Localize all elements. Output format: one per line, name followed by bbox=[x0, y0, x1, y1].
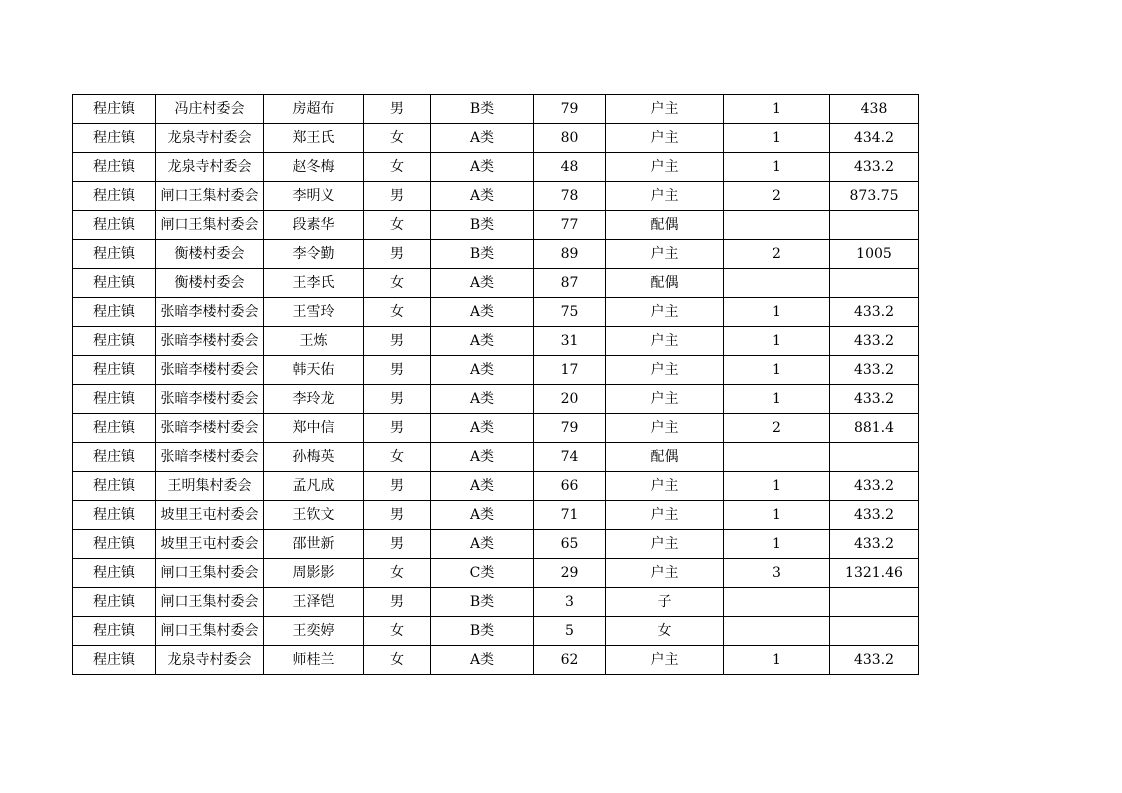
name-cell: 李玲龙 bbox=[264, 385, 364, 414]
category-cell: A类 bbox=[431, 501, 534, 530]
name-cell: 王李氏 bbox=[264, 269, 364, 298]
gender-cell: 女 bbox=[364, 124, 431, 153]
name-cell: 孙梅英 bbox=[264, 443, 364, 472]
gender-cell: 女 bbox=[364, 646, 431, 675]
town-cell: 程庄镇 bbox=[73, 646, 156, 675]
relation-cell: 户主 bbox=[606, 182, 724, 211]
table-row bbox=[73, 95, 919, 124]
relation-cell: 户主 bbox=[606, 153, 724, 182]
age-cell: 89 bbox=[534, 240, 606, 269]
amount-cell: 433.2 bbox=[830, 530, 919, 559]
age-cell: 75 bbox=[534, 298, 606, 327]
gender-cell: 男 bbox=[364, 356, 431, 385]
amount-cell: 1321.46 bbox=[830, 559, 919, 588]
amount-cell: 433.2 bbox=[830, 646, 919, 675]
table-row bbox=[73, 211, 919, 240]
table-row bbox=[73, 530, 919, 559]
town-cell: 程庄镇 bbox=[73, 501, 156, 530]
relation-cell: 户主 bbox=[606, 356, 724, 385]
village-cell: 龙泉寺村委会 bbox=[156, 124, 264, 153]
town-cell: 程庄镇 bbox=[73, 472, 156, 501]
category-cell: C类 bbox=[431, 559, 534, 588]
age-cell: 29 bbox=[534, 559, 606, 588]
amount-cell: 873.75 bbox=[830, 182, 919, 211]
town-cell: 程庄镇 bbox=[73, 240, 156, 269]
gender-cell: 男 bbox=[364, 501, 431, 530]
household-count-cell: 1 bbox=[724, 356, 830, 385]
gender-cell: 女 bbox=[364, 559, 431, 588]
name-cell: 李明义 bbox=[264, 182, 364, 211]
town-cell: 程庄镇 bbox=[73, 153, 156, 182]
household-count-cell bbox=[724, 443, 830, 472]
town-cell: 程庄镇 bbox=[73, 269, 156, 298]
gender-cell: 女 bbox=[364, 298, 431, 327]
category-cell: A类 bbox=[431, 530, 534, 559]
category-cell: B类 bbox=[431, 95, 534, 124]
household-count-cell: 2 bbox=[724, 414, 830, 443]
village-cell: 张暗李楼村委会 bbox=[156, 385, 264, 414]
household-count-cell: 2 bbox=[724, 240, 830, 269]
gender-cell: 女 bbox=[364, 443, 431, 472]
relation-cell: 户主 bbox=[606, 95, 724, 124]
category-cell: B类 bbox=[431, 617, 534, 646]
age-cell: 20 bbox=[534, 385, 606, 414]
town-cell: 程庄镇 bbox=[73, 356, 156, 385]
relation-cell: 户主 bbox=[606, 124, 724, 153]
name-cell: 韩天佑 bbox=[264, 356, 364, 385]
name-cell: 孟凡成 bbox=[264, 472, 364, 501]
town-cell: 程庄镇 bbox=[73, 530, 156, 559]
table-row bbox=[73, 501, 919, 530]
category-cell: A类 bbox=[431, 443, 534, 472]
village-cell: 龙泉寺村委会 bbox=[156, 153, 264, 182]
relation-cell: 女 bbox=[606, 617, 724, 646]
relation-cell: 户主 bbox=[606, 240, 724, 269]
age-cell: 31 bbox=[534, 327, 606, 356]
table-row bbox=[73, 588, 919, 617]
village-cell: 闸口王集村委会 bbox=[156, 211, 264, 240]
age-cell: 3 bbox=[534, 588, 606, 617]
relation-cell: 子 bbox=[606, 588, 724, 617]
household-count-cell: 1 bbox=[724, 95, 830, 124]
town-cell: 程庄镇 bbox=[73, 327, 156, 356]
name-cell: 段素华 bbox=[264, 211, 364, 240]
category-cell: A类 bbox=[431, 385, 534, 414]
category-cell: A类 bbox=[431, 327, 534, 356]
name-cell: 房超布 bbox=[264, 95, 364, 124]
name-cell: 王钦文 bbox=[264, 501, 364, 530]
name-cell: 王泽铠 bbox=[264, 588, 364, 617]
household-count-cell: 1 bbox=[724, 327, 830, 356]
table-row bbox=[73, 240, 919, 269]
category-cell: A类 bbox=[431, 269, 534, 298]
gender-cell: 男 bbox=[364, 385, 431, 414]
name-cell: 赵冬梅 bbox=[264, 153, 364, 182]
name-cell: 周影影 bbox=[264, 559, 364, 588]
age-cell: 74 bbox=[534, 443, 606, 472]
relation-cell: 配偶 bbox=[606, 211, 724, 240]
age-cell: 77 bbox=[534, 211, 606, 240]
category-cell: A类 bbox=[431, 414, 534, 443]
relation-cell: 户主 bbox=[606, 414, 724, 443]
name-cell: 王奕婷 bbox=[264, 617, 364, 646]
household-count-cell: 1 bbox=[724, 501, 830, 530]
table-row bbox=[73, 414, 919, 443]
age-cell: 87 bbox=[534, 269, 606, 298]
table-row bbox=[73, 385, 919, 414]
category-cell: A类 bbox=[431, 153, 534, 182]
category-cell: B类 bbox=[431, 588, 534, 617]
gender-cell: 男 bbox=[364, 95, 431, 124]
household-count-cell: 1 bbox=[724, 385, 830, 414]
category-cell: A类 bbox=[431, 182, 534, 211]
amount-cell bbox=[830, 269, 919, 298]
household-count-cell: 1 bbox=[724, 153, 830, 182]
table-row bbox=[73, 298, 919, 327]
amount-cell bbox=[830, 443, 919, 472]
data-table bbox=[72, 94, 919, 675]
household-count-cell: 1 bbox=[724, 298, 830, 327]
relation-cell: 户主 bbox=[606, 530, 724, 559]
village-cell: 闸口王集村委会 bbox=[156, 617, 264, 646]
table-row bbox=[73, 269, 919, 298]
age-cell: 78 bbox=[534, 182, 606, 211]
village-cell: 张暗李楼村委会 bbox=[156, 356, 264, 385]
amount-cell: 433.2 bbox=[830, 153, 919, 182]
age-cell: 79 bbox=[534, 95, 606, 124]
relation-cell: 户主 bbox=[606, 298, 724, 327]
household-count-cell: 2 bbox=[724, 182, 830, 211]
gender-cell: 男 bbox=[364, 240, 431, 269]
name-cell: 邵世新 bbox=[264, 530, 364, 559]
village-cell: 冯庄村委会 bbox=[156, 95, 264, 124]
category-cell: A类 bbox=[431, 298, 534, 327]
category-cell: A类 bbox=[431, 124, 534, 153]
amount-cell: 433.2 bbox=[830, 327, 919, 356]
table-body bbox=[73, 95, 919, 675]
town-cell: 程庄镇 bbox=[73, 443, 156, 472]
gender-cell: 男 bbox=[364, 530, 431, 559]
household-count-cell: 1 bbox=[724, 530, 830, 559]
relation-cell: 户主 bbox=[606, 646, 724, 675]
table-row bbox=[73, 472, 919, 501]
age-cell: 65 bbox=[534, 530, 606, 559]
household-count-cell bbox=[724, 588, 830, 617]
household-count-cell: 1 bbox=[724, 646, 830, 675]
category-cell: A类 bbox=[431, 356, 534, 385]
amount-cell: 434.2 bbox=[830, 124, 919, 153]
gender-cell: 女 bbox=[364, 211, 431, 240]
village-cell: 张暗李楼村委会 bbox=[156, 443, 264, 472]
household-count-cell: 1 bbox=[724, 472, 830, 501]
amount-cell: 433.2 bbox=[830, 356, 919, 385]
village-cell: 闸口王集村委会 bbox=[156, 182, 264, 211]
relation-cell: 配偶 bbox=[606, 269, 724, 298]
amount-cell: 433.2 bbox=[830, 298, 919, 327]
relation-cell: 户主 bbox=[606, 385, 724, 414]
village-cell: 龙泉寺村委会 bbox=[156, 646, 264, 675]
amount-cell: 433.2 bbox=[830, 472, 919, 501]
town-cell: 程庄镇 bbox=[73, 124, 156, 153]
village-cell: 张暗李楼村委会 bbox=[156, 298, 264, 327]
gender-cell: 男 bbox=[364, 472, 431, 501]
age-cell: 66 bbox=[534, 472, 606, 501]
category-cell: A类 bbox=[431, 646, 534, 675]
table-row bbox=[73, 153, 919, 182]
age-cell: 71 bbox=[534, 501, 606, 530]
table-row bbox=[73, 443, 919, 472]
name-cell: 师桂兰 bbox=[264, 646, 364, 675]
village-cell: 闸口王集村委会 bbox=[156, 559, 264, 588]
village-cell: 闸口王集村委会 bbox=[156, 588, 264, 617]
gender-cell: 男 bbox=[364, 414, 431, 443]
amount-cell: 433.2 bbox=[830, 501, 919, 530]
village-cell: 张暗李楼村委会 bbox=[156, 327, 264, 356]
village-cell: 衡楼村委会 bbox=[156, 240, 264, 269]
relation-cell: 户主 bbox=[606, 559, 724, 588]
village-cell: 王明集村委会 bbox=[156, 472, 264, 501]
name-cell: 郑中信 bbox=[264, 414, 364, 443]
relation-cell: 户主 bbox=[606, 501, 724, 530]
table-row bbox=[73, 182, 919, 211]
village-cell: 坡里王屯村委会 bbox=[156, 501, 264, 530]
name-cell: 李令勤 bbox=[264, 240, 364, 269]
village-cell: 坡里王屯村委会 bbox=[156, 530, 264, 559]
town-cell: 程庄镇 bbox=[73, 559, 156, 588]
gender-cell: 女 bbox=[364, 617, 431, 646]
town-cell: 程庄镇 bbox=[73, 588, 156, 617]
town-cell: 程庄镇 bbox=[73, 298, 156, 327]
age-cell: 62 bbox=[534, 646, 606, 675]
table-row bbox=[73, 617, 919, 646]
town-cell: 程庄镇 bbox=[73, 414, 156, 443]
village-cell: 张暗李楼村委会 bbox=[156, 414, 264, 443]
town-cell: 程庄镇 bbox=[73, 617, 156, 646]
relation-cell: 户主 bbox=[606, 327, 724, 356]
amount-cell: 881.4 bbox=[830, 414, 919, 443]
amount-cell: 433.2 bbox=[830, 385, 919, 414]
village-cell: 衡楼村委会 bbox=[156, 269, 264, 298]
amount-cell bbox=[830, 617, 919, 646]
gender-cell: 男 bbox=[364, 327, 431, 356]
name-cell: 郑王氏 bbox=[264, 124, 364, 153]
age-cell: 48 bbox=[534, 153, 606, 182]
age-cell: 5 bbox=[534, 617, 606, 646]
age-cell: 80 bbox=[534, 124, 606, 153]
relation-cell: 户主 bbox=[606, 472, 724, 501]
table-row bbox=[73, 646, 919, 675]
gender-cell: 男 bbox=[364, 588, 431, 617]
gender-cell: 女 bbox=[364, 153, 431, 182]
name-cell: 王雪玲 bbox=[264, 298, 364, 327]
amount-cell bbox=[830, 211, 919, 240]
household-count-cell bbox=[724, 211, 830, 240]
table-row bbox=[73, 124, 919, 153]
town-cell: 程庄镇 bbox=[73, 95, 156, 124]
gender-cell: 男 bbox=[364, 182, 431, 211]
table-row bbox=[73, 327, 919, 356]
amount-cell bbox=[830, 588, 919, 617]
gender-cell: 女 bbox=[364, 269, 431, 298]
household-count-cell: 3 bbox=[724, 559, 830, 588]
table-row bbox=[73, 559, 919, 588]
town-cell: 程庄镇 bbox=[73, 182, 156, 211]
amount-cell: 438 bbox=[830, 95, 919, 124]
amount-cell: 1005 bbox=[830, 240, 919, 269]
household-count-cell bbox=[724, 617, 830, 646]
category-cell: B类 bbox=[431, 211, 534, 240]
table-row bbox=[73, 356, 919, 385]
name-cell: 王炼 bbox=[264, 327, 364, 356]
town-cell: 程庄镇 bbox=[73, 211, 156, 240]
age-cell: 79 bbox=[534, 414, 606, 443]
household-count-cell bbox=[724, 269, 830, 298]
category-cell: B类 bbox=[431, 240, 534, 269]
town-cell: 程庄镇 bbox=[73, 385, 156, 414]
household-count-cell: 1 bbox=[724, 124, 830, 153]
relation-cell: 配偶 bbox=[606, 443, 724, 472]
category-cell: A类 bbox=[431, 472, 534, 501]
age-cell: 17 bbox=[534, 356, 606, 385]
